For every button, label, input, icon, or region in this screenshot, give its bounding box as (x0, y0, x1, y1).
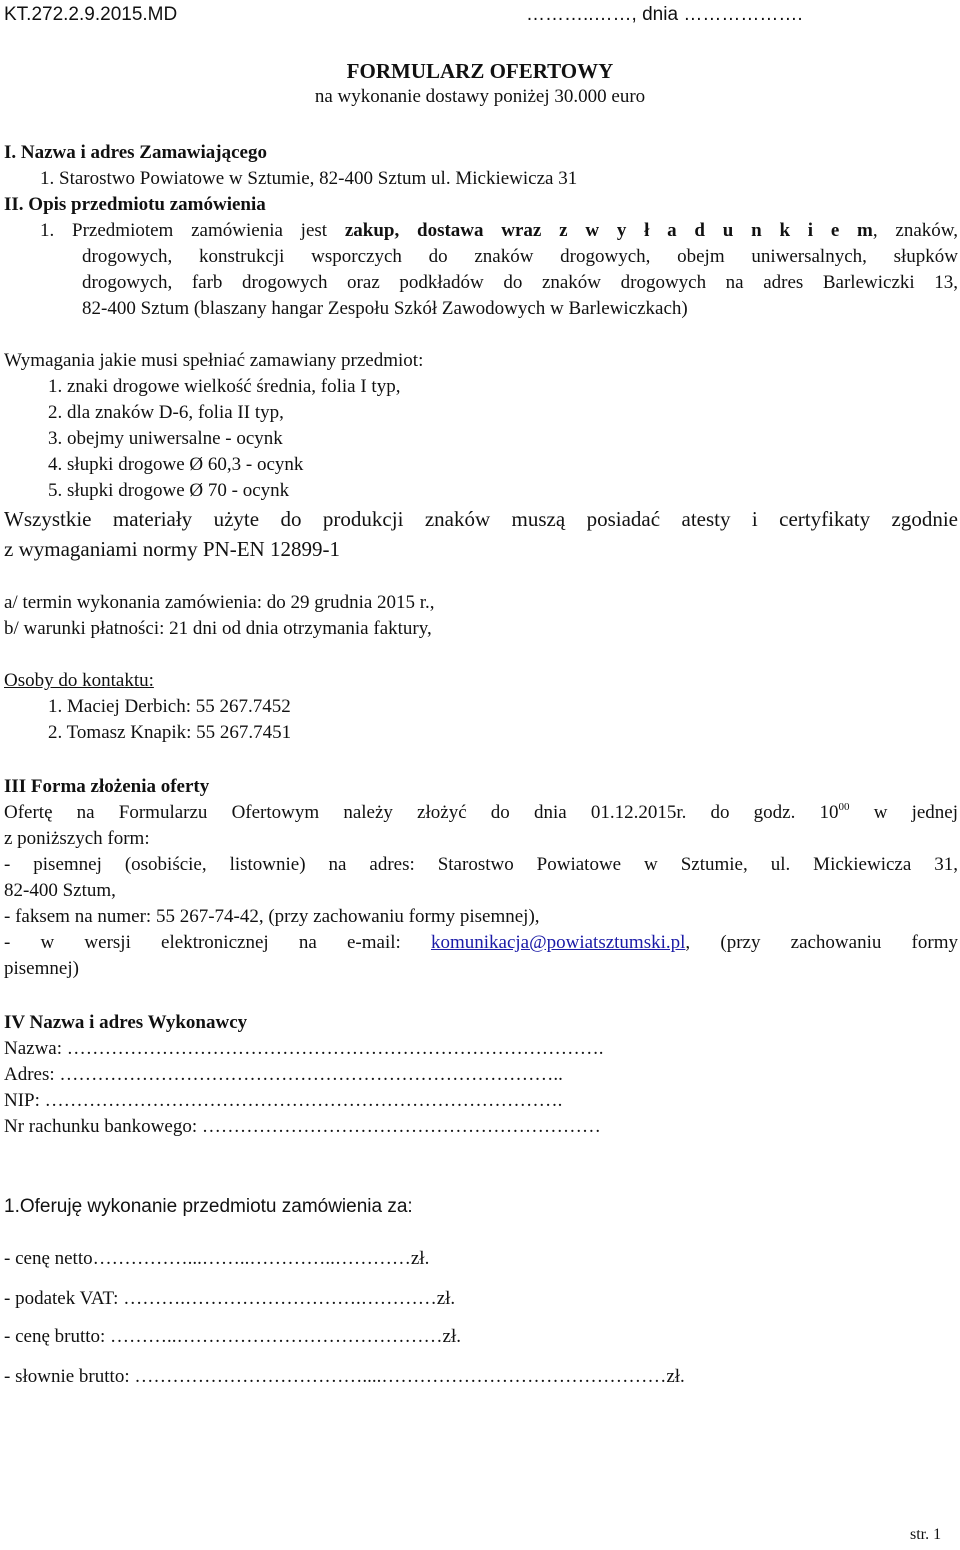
contractor-account-dots: ……………………………………………………… (201, 1116, 601, 1137)
list-item: 1. znaki drogowe wielkość średnia, folia I typ, (48, 376, 401, 397)
subject-tail: , znaków, (872, 220, 959, 241)
contractor-address-dots: …………………………………………………………………….. (59, 1064, 563, 1085)
gross-in-words-field[interactable]: - słownie brutto: ………………………………....………………………………………zł. (4, 1366, 685, 1387)
orderer-address: 1. Starostwo Powiatowe w Sztumie, 82-400 Sztum ul. Mickiewicza 31 (40, 168, 578, 189)
email-tail: , (przy zachowaniu formy (685, 932, 958, 953)
submission-form-fax: - faksem na numer: 55 267-74-42, (przy zachowaniu formy pisemnej), (4, 906, 540, 927)
subject-paragraph-line: drogowych, farb drogowych oraz podkładów do znaków drogowych na adres Barlewiczki 13, (82, 272, 958, 293)
submission-deadline-tail: w jednej (873, 802, 958, 823)
email-intro: - w wersji elektronicznej na e-mail: (4, 932, 401, 953)
materials-statement: Wszystkie materiały użyte do produkcji znaków muszą posiadać atesty i certyfikaty zgodnie (4, 507, 958, 531)
list-item: 3. obejmy uniwersalne - ocynk (48, 428, 283, 449)
list-item: 5. słupki drogowe Ø 70 - ocynk (48, 480, 290, 501)
contractor-name-label: Nazwa: (4, 1038, 63, 1059)
subject-paragraph-first-line (40, 218, 958, 244)
subject-intro: Przedmiotem zamówienia jest (72, 220, 328, 241)
list-item: 2. dla znaków D-6, folia II typ, (48, 402, 284, 423)
page-number: str. 1 (910, 1526, 942, 1543)
contractor-address-field[interactable] (4, 1062, 563, 1088)
submission-form-written: - pisemnej (osobiście, listownie) na adres: Starostwo Powiatowe w Sztumie, ul. Mickiewicza 31, (4, 854, 958, 875)
submission-form-email-cont: pisemnej) (4, 958, 79, 979)
subject-paragraph-line: 82-400 Sztum (blaszany hangar Zespołu Szkół Zawodowych w Barlewiczkach) (82, 298, 688, 319)
submission-deadline-text: Ofertę na Formularzu Ofertowym należy złożyć do dnia 01.12.2015r. do godz. 10 (4, 802, 839, 823)
contact-person: 1. Maciej Derbich: 55 267.7452 (48, 696, 291, 717)
contractor-nip-field[interactable] (4, 1088, 562, 1114)
vat-field[interactable]: - podatek VAT: ……….……………………….…………zł. (4, 1288, 456, 1309)
contractor-name-field[interactable] (4, 1036, 604, 1062)
submission-forms-intro: z poniższych form: (4, 828, 150, 849)
hour-minutes: 00 (838, 801, 850, 813)
subject-number: 1. (40, 220, 55, 241)
email-link[interactable]: komunikacja@powiatsztumski.pl (430, 932, 686, 953)
contractor-nip-label: NIP: (4, 1090, 40, 1111)
contact-person: 2. Tomasz Knapik: 55 267.7451 (48, 722, 292, 743)
form-subtitle: na wykonanie dostawy poniżej 30.000 euro (314, 86, 646, 107)
submission-form-written-cont: 82-400 Sztum, (4, 880, 116, 901)
submission-deadline (4, 800, 958, 826)
contractor-account-field[interactable] (4, 1114, 601, 1140)
section-3-heading: III Forma złożenia oferty (4, 776, 210, 797)
contractor-account-label: Nr rachunku bankowego: (4, 1116, 198, 1137)
materials-statement-cont: z wymaganiami normy PN-EN 12899-1 (4, 537, 340, 561)
document-reference: KT.272.2.9.2015.MD (4, 4, 178, 25)
section-4-heading: IV Nazwa i adres Wykonawcy (4, 1012, 248, 1033)
section-2-heading: II. Opis przedmiotu zamówienia (4, 194, 266, 215)
payment-term: b/ warunki płatności: 21 dni od dnia otrzymania faktury, (4, 618, 432, 639)
date-line: ………..……, dnia ………………. (526, 4, 803, 25)
list-item: 4. słupki drogowe Ø 60,3 - ocynk (48, 454, 304, 475)
section-1-heading: I. Nazwa i adres Zamawiającego (4, 142, 267, 163)
deadline-term: a/ termin wykonania zamówienia: do 29 grudnia 2015 r., (4, 592, 435, 613)
subject-paragraph-line: drogowych, konstrukcji wsporczych do znaków drogowych, obejm uniwersalnych, słupków (82, 246, 958, 267)
requirements-heading: Wymagania jakie musi spełniać zamawiany przedmiot: (4, 350, 424, 371)
gross-price-field[interactable]: - cenę brutto: ………..……………………………………zł. (4, 1326, 462, 1347)
contacts-heading: Osoby do kontaktu: (4, 670, 154, 691)
form-title: FORMULARZ OFERTOWY (346, 59, 614, 83)
offer-heading: 1.Oferuję wykonanie przedmiotu zamówienia za: (4, 1196, 413, 1217)
submission-form-email (4, 930, 958, 956)
contractor-nip-dots: ………………………………………………………………………. (44, 1090, 563, 1111)
contractor-address-label: Adres: (4, 1064, 55, 1085)
contractor-name-dots: …………………………………………………………………………. (66, 1038, 604, 1059)
subject-bold: zakup, dostawa wraz z w y ł a d u n k i e m (344, 220, 873, 241)
net-price-field[interactable]: - cenę netto……………...……..…………..…………zł. (4, 1248, 430, 1269)
